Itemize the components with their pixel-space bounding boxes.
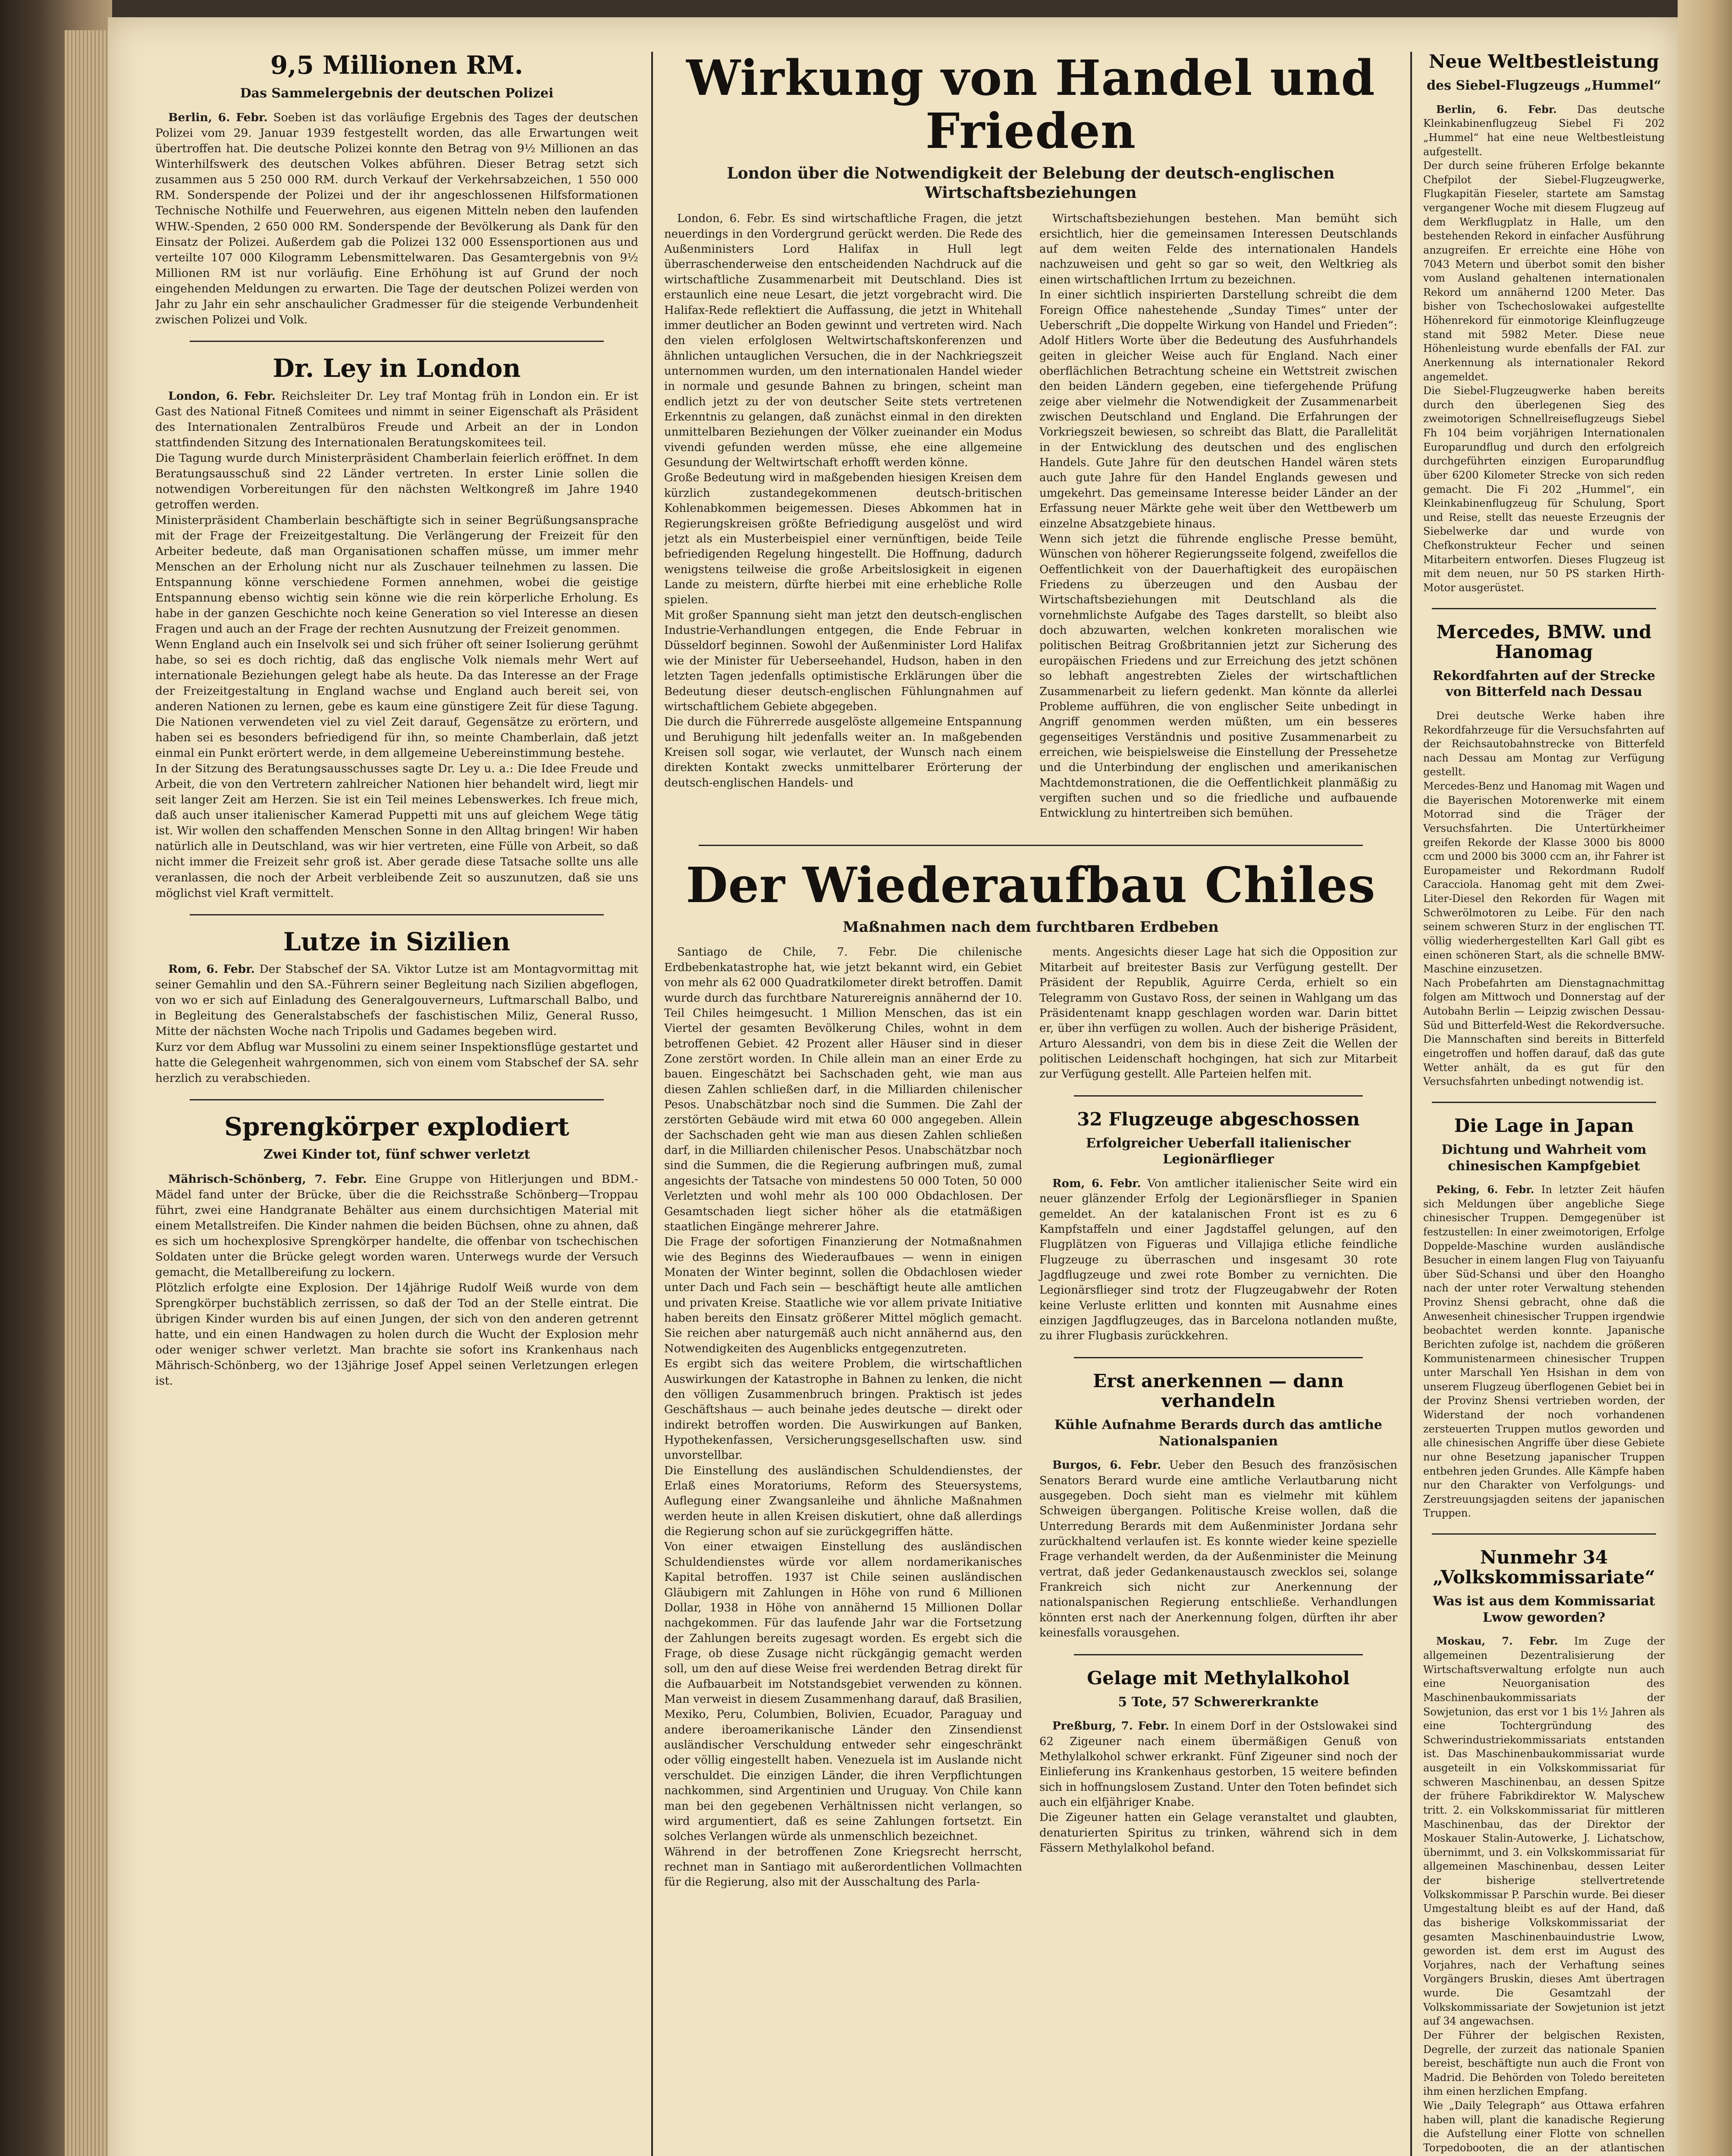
article-body [1423, 1634, 1665, 2156]
column-left [155, 52, 638, 2156]
article-headline: Mercedes, BMW. und Hanomag [1436, 621, 1652, 662]
article-divider [1074, 1095, 1363, 1097]
article-subhead: Was ist aus dem Kommissariat Lwow geworden? [1433, 1594, 1655, 1625]
article-headline: Erst anerkennen — dann verhandeln [1093, 1370, 1344, 1411]
article-japan [1423, 1116, 1665, 1520]
article-subhead: London über die Notwendigkeit der Belebung der deutsch-englischen Wirtschaftsbeziehungen [727, 164, 1335, 202]
article-body [1423, 1183, 1665, 1520]
article-subhead: Erfolgreicher Ueberfall italienischer Legionärflieger [1086, 1135, 1351, 1167]
article-dateline: Burgos, 6. Febr. [1052, 1459, 1161, 1472]
article-body [155, 1172, 638, 1389]
article-text: In letzter Zeit häufen sich Meldungen über angebliche Siege chinesischer Truppen. Demgegenüber ist festzustellen: In einer zweimotorigen, Erfolge Doppelde-Maschine wurden ausländische Besucher in einem langen Flug von Taiyuanfu über Süd-Schansi und über den Hoangho nach der unter roter Verwaltung stehenden Provinz Shensi gebracht, ohne daß die Anwesenheit chinesischer Truppen irgendwie beobachtet werden konnte. Japanische Berichten zufolge ist, nachdem die größeren Kommunistenarmeen chinesischer Truppen unter Marschall Yen Hsishan in dem von unserem Flugzeug überflogenen Gebiet bei in der Provinz Shensi vertrieben worden, der Widerstand der noch vorhandenen zersteuerten Truppen mutlos geworden und alle chinesischen Angriffe über diese Gebiete nur ohne Besetzung japanischer Truppen entbehren jeden Grundes. Alle Kämpfe haben nur den Charakter von Verfolgungs- und Zerstreuungsjagden seitens der japanischen Truppen. [1423, 1184, 1665, 1520]
article-subhead: Das Sammelergebnis der deutschen Polizei [240, 85, 554, 101]
article-divider [699, 845, 1363, 846]
article-dateline: Moskau, 7. Febr. [1436, 1635, 1558, 1648]
column-rule-2 [1410, 52, 1412, 2156]
page-stack [65, 30, 112, 2156]
article-dateline: Berlin, 6. Febr. [1436, 103, 1557, 116]
article-dateline: London, 6. Febr. [168, 389, 276, 403]
article-subhead: 5 Tote, 57 Schwererkrankte [1118, 1694, 1319, 1710]
article-berard [1039, 1371, 1397, 1641]
article-headline: Dr. Ley in London [273, 353, 521, 383]
article-weltbestleistung [1423, 52, 1665, 595]
article-body [155, 389, 638, 901]
article-divider [1074, 1654, 1363, 1655]
article-text: Im Zuge der allgemeinen Dezentralisierung der Wirtschaftsverwaltung erfolgte nun auch eine Neuorganisation des Maschinenbaukommissariats der Sowjetunion, das erst vor 1 bis 1½ Jahren als eine Tochtergründung des Schwerindustriekommissariats entstanden ist. Das Maschinenbaukommissariat wurde ausgeteilt in ein Volkskommissariat für schweren Maschinenbau, an dessen Spitze der frühere Fabrikdirektor W. Malyschew tritt. 2. ein Volkskommissariat für mittleren Maschinenbau, das der Direktor der Moskauer Stalin-Autowerke, J. Lichatschow, übernimmt, und 3. ein Volkskommissariat für allgemeinen Maschinenbau, dessen Leiter der bisherige stellvertretende Volkskommissar P. Parschin wurde. Bei dieser Umgestaltung bleibt es auf der Hand, daß das bisherige Volkskommissariat der gesamten Maschinenbauindustrie Lwow, geworden ist. dem erst im August des Vorjahres, nach der Verhaftung seines Vorgängers Bruskin, dieses Amt übertragen wurde. Die Gesamtzahl der Volkskommissariate der Sowjetunion ist jetzt auf 34 angewachsen. Der Führer der belgischen Rexisten, Degrelle, der zurzeit das nationale Spanien bereist, beschäftigte nun auch die Front von Madrid. Die Behörden von Toledo bereiteten ihm einen herzlichen Empfang. Wie „Daily Telegraph“ aus Ottawa erfahren haben will, plant die kanadische Regierung die Aufstellung einer Flotte von schnellen Torpedobooten, die an der atlantischen [1423, 1635, 1665, 2154]
column-rule-1 [651, 52, 653, 2156]
article-headline: Gelage mit Methylalkohol [1087, 1667, 1350, 1689]
article-body [1039, 1719, 1397, 1856]
article-headline: Neue Weltbestleistung [1428, 52, 1660, 72]
article-divider [190, 914, 604, 915]
article-text: Der Stabschef der SA. Viktor Lutze ist am Montagvormittag mit seiner Gemahlin und den SA.-Führern seiner Begleitung nach Sizilien abgeflogen, von wo er sich auf Einladung des Generalgouverneurs, Luftmarschall Balbo, und in Begleitung des Generalstabschefs der faschistischen Miliz, General Russo, Mitte der nächsten Woche nach Tripolis und Gadames begeben wird. Kurz vor dem Abflug war Mussolini zu einem seiner Inspektionsflüge gestartet und hatte die Gelegenheit wahrgenommen, sich von einem vom Stabschef der SA. sehr herzlich zu verabschieden. [155, 962, 638, 1085]
article-headline: Wirkung von Handel und Frieden [686, 52, 1375, 160]
article-subhead: Zwei Kinder tot, fünf schwer verletzt [263, 1147, 530, 1163]
article-text-right: ments. Angesichts dieser Lage hat sich die Opposition zur Mitarbeit auf breitester Basis zur Verfügung gestellt. Der Präsident der Republik, Aguirre Cerda, erhielt so ein Telegramm von Gustavo Ross, der seinen in Wahlgang um das Präsidentenamt knapp geschlagen worden war. Darin bittet er, über ihn verfügen zu wollen. Auch der bisherige Präsident, Arturo Alessandri, von dem bis in diese Zeit die Wellen der politischen Leidenschaft hochgingen, hat sich zur Mitarbeit zur Verfügung gestellt. Alle Parteien helfen mit. [1039, 946, 1397, 1081]
article-headline: Nunmehr 34 „Volkskommissariate“ [1433, 1547, 1655, 1588]
article-text: Das deutsche Kleinkabinenflugzeug Siebel Fi 202 „Hummel“ hat eine neue Weltbestleistung aufgestellt. Der durch seine früheren Erfolge bekannte Chefpilot der Siebel-Flugzeugwerke, Flugkapitän Fieseler, startete am Samstag vergangener Woche mit diesem Flugzeug auf dem Werkflugplatz in Halle, um den bestehenden Rekord in einfacher Ausführung anzugreifen. Er erreichte eine Höhe von 7043 Metern und überbot somit den bisher vom Ausland gehaltenen internationalen Rekord um annähernd 1200 Meter. Das bisher von Tschechoslowakei aufgestellte Höhenrekord für einmotorige Kleinflugzeuge stand mit 5982 Meter. Diese neue Höhenleistung wurde ebenfalls der FAI. zur Anerkennung als internationaler Rekord angemeldet. Die Siebel-Flugzeugwerke haben bereits durch den überlegenen Sieg des zweimotorigen Schnellreiseflugzeugs Siebel Fh 104 beim vorjährigen Internationalen Europarundflug und durch den erfolgreich durchgeführten einzigen Europarundflug über 6200 Kilometer Strecke von sich reden gemacht. Die Fi 202 „Hummel“, ein Kleinkabinenflugzeug für Schulung, Sport und Reise, stellt das neueste Erzeugnis der Siebelwerke dar und wurde von Chefkonstrukteur Fecher und seinen Mitarbeitern entworfen. Dieses Flugzeug ist mit dem neuen, nur 50 PS starken Hirth-Motor ausgerüstet. [1423, 103, 1665, 594]
article-divider [1432, 1533, 1656, 1535]
article-dateline: Preßburg, 7. Febr. [1052, 1720, 1169, 1733]
article-subhead: Kühle Aufnahme Berards durch das amtliche Nationalspanien [1054, 1417, 1382, 1449]
article-text: Soeben ist das vorläufige Ergebnis des Tages der deutschen Polizei vom 29. Januar 1939 festgestellt worden, das alle Erwartungen weit übertroffen hat. Die deutsche Polizei konnte den Betrag von 9½ Millionen an das Winterhilfswerk des deutschen Volkes abführen. Dieser Betrag setzt sich zusammen aus 5 250 000 RM. durch Verkauf der Verkehrsabzeichen, 1 550 000 RM. Sonderspende der Polizei und der ihr angeschlossenen Hilfsformationen Technische Nothilfe und Feuerwehren, aus eigenen Mitteln neben den laufenden WHW.-Spenden, 2 650 000 RM. Sonderspende der Bevölkerung als Dank für den Einsatz der Polizei. Außerdem gab die Polizei 132 000 Essensportionen aus und verteilte 107 000 Kilogramm Lebensmittelwaren. Das Gesamtergebnis von 9½ Millionen RM ist nur vorläufig. Eine Erhöhung ist auf Grund der noch eingehenden Meldungen zu erwarten. Die Tage der deutschen Polizei werden von Jahr zu Jahr ein sehr anschaulicher Gradmesser für die steigende Verbundenheit zwischen Polizei und Volk. [155, 111, 638, 326]
article-headline: Die Lage in Japan [1454, 1115, 1634, 1136]
article-headline: Lutze in Sizilien [283, 927, 511, 956]
article-divider [190, 1099, 604, 1100]
article-text: Reichsleiter Dr. Ley traf Montag früh in London ein. Er ist Gast des National Fitneß Comitees und nimmt in seiner Eigenschaft als Präsident des Internationalen Zentralbüros Freude und Arbeit an der in London stattfindenden Sitzung des Internationalen Beratungskomitees teil. Die Tagung wurde durch Ministerpräsident Chamberlain feierlich eröffnet. In dem Beratungsausschuß sind 22 Länder vertreten. In erster Linie sollen die notwendigen Vorbereitungen für den nächsten Weltkongreß im Jahre 1940 getroffen werden. Ministerpräsident Chamberlain beschäftigte sich in seiner Begrüßungsansprache mit der Frage der Freizeitgestaltung. Die Verlängerung der Freizeit für den Arbeiter bedeute, daß man Organisationen schaffen müsse, um immer mehr Menschen an der Erholung nicht nur als Zuschauer teilnehmen zu lassen. Die Entspannung könne verschiedene Formen annehmen, wobei die geistige Entspannung ebenso wichtig sein könne wie die rein körperliche Erholung. Es habe in der ganzen Geschichte noch keine Generation so viel Interesse an diesen Fragen und auch an der Frage der rechten Ausnutzung der Freizeit genommen. Wenn England auch ein Inselvolk sei und sich früher oft seiner Isolierung gerühmt habe, so sei es doch richtig, daß das englische Volk niemals mehr Wert auf internationale Beziehungen gelegt habe als heute. Da das Interesse an der Frage der Freizeitgestaltung in England wachse und England auch bereit sei, von anderen Nationen zu lernen, gebe es kaum eine günstigere Zeit für diese Tagung. Die Nationen verwendeten viel zu viel Zeit darauf, Gegensätze zu erörtern, und haben sei es besonders befriedigend für ihn, so meinte Chamberlain, daß jetzt einmal ein Punkt erörtert werde, in dem allgemeine Uebereinstimmung bestehe. In der Sitzung des Beratungsausschusses sagte Dr. Ley u. a.: Die Idee Freude und Arbeit, die von den Vertretern zahlreicher Nationen hier behandelt wird, liegt mir seit langer Zeit am Herzen. Sie ist ein Teil meines Lebenswerkes. Ich freue mich, daß auch unser italienischer Kamerad Puppetti mit uns auf gleichem Wege tätig ist. Wir wollen den schaffenden Menschen Sonne in den Alltag bringen! Wir haben natürlich alle in Deutschland, was wir hier vertreten, eine Fülle von Arbeit, so daß nicht immer die Freizeit sehr groß ist. Aber gerade diese Tatsache sollte uns alle veranlassen, die noch der Arbeit verbleibende Zeit so auszunutzen, daß sie uns möglichst viel Kraft vermittelt. [155, 389, 638, 900]
article-subhead: Maßnahmen nach dem furchtbaren Erdbeben [843, 918, 1219, 936]
article-subhead: Rekordfahrten auf der Strecke von Bitterfeld nach Dessau [1432, 668, 1656, 700]
article-subhead: Dichtung und Wahrheit vom chinesischen Kampfgebiet [1441, 1142, 1647, 1174]
article-divider [1432, 608, 1656, 609]
article-text-right: Wirtschaftsbeziehungen bestehen. Man bemüht sich ersichtlich, hier die gemeinsamen Interessen Deutschlands auf dem weiten Felde des internationalen Handels nachzuweisen und geht so gar so weit, den Weltkrieg als einen wirtschaftlichen Irrtum zu bezeichnen. In einer sichtlich inspirierten Darstellung schreibt die dem Foreign Office nahestehende „Sunday Times“ unter der Ueberschrift „Die doppelte Wirkung von Handel und Frieden“: Adolf Hitlers Worte über die Bedeutung des Ausfuhrhandels geiten in gleicher Weise auch für England. Nach einer oberflächlichen Betrachtung scheine ein Wettstreit zwischen den beiden Ländern gegeben, eine tiefergehende Prüfung zeige aber vielmehr die Notwendigkeit der Zusammenarbeit zwischen Deutschland und England. Die Erfahrungen der Vorkriegszeit bewiesen, so schreibt das Blatt, die Parallelität in der Entwicklung des deutschen und des englischen Handels. Gute Jahre für den deutschen Handel wären stets auch gute Jahre für den Handel Englands gewesen und umgekehrt. Das gemeinsame Interesse beider Länder an der Erfassung neuer Märkte gehe weit über den Wettbewerb um einzelne Absatzgebiete hinaus. Wenn sich jetzt die führende englische Presse bemüht, Wünschen von höherer Regierungsseite folgend, zweifellos die Oeffentlichkeit von der Dauerhaftigkeit des europäischen Friedens zu überzeugen und den Ausbau der Wirtschaftsbeziehungen mit Deutschland als die vornehmlichste Aufgabe des Tages darstellt, so bleibt also doch abzuwarten, welchen konkreten moralischen wie politischen Beitrag Großbritannien jetzt zur Sicherung des europäischen Friedens und zur Erreichung des jetzt schönen so lebhaft angestrebten Zieles der wirtschaftlichen Zusammenarbeit zu liefern gedenkt. Man könnte da allerlei Probleme aufführen, die von englischer Seite unbedingt in Angriff genommen werden müßten, um ein besseres gegenseitiges Verständnis und positive Zusammenarbeit zu erreichen, wie beispielsweise die Einstellung der Pressehetze und die Unterbindung der englischen und amerikanischen Machtdemonstrationen, die die Oeffentlichkeit planmäßig zu vergiften suchen und so die friedliche und aufbauende Entwicklung zu hintertreiben sich bemühen. [1039, 212, 1397, 820]
article-body: Drei deutsche Werke haben ihre Rekordfahrzeuge für die Versuchsfahrten auf der Reichsautobahnstrecke von Bitterfeld nach Dessau am Montag zur Verfügung gestellt. Mercedes-Benz und Hanomag mit Wagen und die Bayerischen Motorenwerke mit einem Motorrad sind die Träger der Versuchsfahrten. Die Untertürkheimer greifen Rekorde der Klasse 3000 bis 8000 ccm und 2000 bis 3000 ccm an, ihr Fahrer ist Europameister und Rekordmann Rudolf Caracciola. Hanomag geht mit dem Zwei-Liter-Diesel den Rekorden für Wagen mit Schwerölmotoren zu Leibe. Für den nach seinem schweren Sturz in der englischen TT. völlig wiederhergestellten Karl Gall gibt es einen schöneren Start, als die schnelle BMW-Maschine einzusetzen. Nach Probefahrten am Dienstagnachmittag folgen am Mittwoch und Donnerstag auf der Autobahn Berlin — Leipzig zwischen Dessau-Süd und Bitterfeld-West die Rekordversuche. Die Mannschaften sind bereits in Bitterfeld eingetroffen und hoffen darauf, daß das gute Wetter anhält, da es gut für den Versuchsfahrten unbedingt notwendig ist. [1423, 709, 1665, 1088]
next-page-edge [1678, 0, 1732, 2156]
article-divider [190, 341, 604, 342]
article-body [155, 962, 638, 1086]
article-text: Von amtlicher italienischer Seite wird ein neuer glänzender Erfolg der Legionärsflieger in Spanien gemeldet. An der katalanischen Front ist es zu 6 Kampfstaffeln und einer Jagdstaffel gelungen, auf den Flugplätzen von Figueras und Villajiga etliche feindliche Flugzeuge zu überraschen und insgesamt 30 rote Jagdflugzeuge und zwei rote Bomber zu vernichten. Die Legionärsflieger sind trotz der Flugzeugabwehr der Roten keine Verluste erlitten und konnten mit Ausnahme eines einzigen Jagdflugzeuges, das in Barcelona notlanden mußte, zu ihrer Flugbasis zurückkehren. [1039, 1177, 1397, 1343]
newspaper-page [108, 17, 1678, 2156]
column-right [1423, 52, 1665, 2156]
article-polizei [155, 52, 638, 328]
article-flugzeuge [1039, 1109, 1397, 1344]
article-body [155, 110, 638, 327]
article-handel-frieden [664, 52, 1397, 834]
article-chile [664, 859, 1397, 1903]
article-subhead: des Siebel-Flugzeugs „Hummel“ [1427, 78, 1661, 94]
article-ley [155, 355, 638, 901]
article-dateline: Peking, 6. Febr. [1436, 1183, 1534, 1196]
article-dateline: Berlin, 6. Febr. [168, 111, 268, 125]
article-text: In einem Dorf in der Ostslowakei sind 62 Zigeuner nach einem übermäßigen Genuß von Methylalkohol schwer erkrankt. Fünf Zigeuner sind noch der Einlieferung ins Krankenhaus gestorben, 15 weitere befinden sich in hoffnungslosem Zustand. Unter den Toten befindet sich auch ein elfjähriger Knabe. Die Zigeuner hatten ein Gelage veranstaltet und glaubten, denaturierten Spiritus zu trinken, während sich in dem Fässern Methylalkohol befand. [1039, 1720, 1397, 1855]
article-mercedes [1423, 622, 1665, 1089]
article-divider [1432, 1102, 1656, 1103]
article-headline: 32 Flugzeuge abgeschossen [1077, 1108, 1360, 1130]
article-body [1423, 103, 1665, 595]
article-text: Ueber den Besuch des französischen Senators Berard wurde eine amtliche Verlautbarung nicht ausgegeben. Doch sieht man es vielmehr mit kühlem Schweigen übergangen. Politische Kreise wollen, daß die Unterredung Berards mit dem Außenminister Jordana sehr zurückhaltend verlaufen ist. Es konnte wieder keine spezielle Frage verhandelt werden, da der Außenminister die Meinung vertrat, daß jeder Gedankenaustausch zwecklos sei, solange Frankreich sich nicht zur Anerkennung der nationalspanischen Regierung entschließe. Verhandlungen könnten erst nach der Anerkennung folgen, dürften ihr aber keinesfalls vorausgehen. [1039, 1459, 1397, 1640]
article-text-left: Santiago de Chile, 7. Febr. Die chilenische Erdbebenkatastrophe hat, wie jetzt bekannt wird, ein Gebiet von mehr als 62 000 Quadratkilometer direkt betroffen. Damit wurde durch das furchtbare Naturereignis annähernd der 10. Teil Chiles heimgesucht. 1 Million Menschen, das ist ein Viertel der gesamten Bevölkerung Chiles, wohnt in dem betroffenen Gebiet. 42 Prozent aller Häuser sind in dieser Zone zerstört worden. In Chile allein man an einer Erde zu bauen. Eingeschätzt bei Sachschaden geht, wie man aus diesen Zahlen schließen darf, in die Milliarden chilenischer Pesos. Unabschätzbar noch sind die Summen. Die Zahl der zerstörten Gebäude wird mit etwa 60 000 angegeben. Allein der Sachschaden geht wie man aus diesen Zahlen schließen darf, in die Milliarden chilenischer Pesos. Unabschätzbar noch sind die Summen, die die Regierung aufbringen muß, zumal angesichts der Tatsache von mindestens 50 000 Toten, 50 000 Verletzten und wohl mehr als 100 000 Obdachlosen. Der Gesamtschaden liegt sicher höher als die etatmäßigen staatlichen Eingänge mehrerer Jahre. Die Frage der sofortigen Finanzierung der Notmaßnahmen wie des Beginns des Wiederaufbaues — wenn in einigen Monaten der Winter beginnt, sollen die Obdachlosen wieder unter Dach und Fach sein — beschäftigt heute alle amtlichen und privaten Kreise. Staatliche wie vor allem private Initiative haben bereits den Einsatz größerer Mittel möglich gemacht. Sie reichen aber naturgemäß auch nicht annähernd aus, den Notwendigkeiten des Augenblicks entgegenzutreten. Es ergibt sich das weitere Problem, die wirtschaftlichen Auswirkungen der Katastrophe in Bahnen zu lenken, die nicht den völligen Zusammenbruch bringen. Praktisch ist jedes Geschäftshaus — auch beinahe jedes deutsche — direkt oder indirekt betroffen worden. Die Auswirkungen auf Banken, Hypothekenfassen, Versicherungsgesellschaften usw. sind unvorstellbar. Die Einstellung des ausländischen Schuldendienstes, der Erlaß eines Moratoriums, Reform des Steuersystems, Auflegung einer Zwangsanleihe und ähnliche Maßnahmen werden heute in allen Kreisen diskutiert, ohne daß allerdings die Regierung schon auf sie zurückgegriffen hätte. Von einer etwaigen Einstellung des ausländischen Schuldendienstes würde vor allem nordamerikanisches Kapital betroffen. 1937 ist Chile seinen ausländischen Gläubigern mit Zahlungen in Höhe von rund 6 Millionen Dollar, 1938 in Höhe von annähernd 15 Millionen Dollar nachgekommen. Für das laufende Jahr war die Fortsetzung der Zahlungen bereits zugesagt worden. Es ergebt sich die Frage, ob diese Zusage nicht rückgängig gemacht werden soll, um den auf diese Weise frei werdenden Betrag direkt für die Aufbauarbeit im Notstandsgebiet verwenden zu können. Man verweist in diesem Zusammenhang darauf, daß Brasilien, Mexiko, Peru, Columbien, Bolivien, Ecuador, Paraguay und andere iberoamerikanische Länder den Zinsendienst ausländischer Verschuldung entweder sehr eingeschränkt oder völlig eingestellt haben. Venezuela ist im Auslande nicht verschuldet. Die einzigen Länder, die ihren Verpflichtungen nachkommen, sind Argentinien und Uruguay. Von Chile kann man bei den gegebenen Verhältnissen nicht verlangen, so wird argumentiert, daß es seine Zahlungen fortsetzt. Ein solches Verlangen würde als unmenschlich bezeichnet. Während in der betroffenen Zone Kriegsrecht herrscht, rechnet man in Santiago mit außerordentlichen Vollmachten für die Regierung, also mit der Ausschaltung des Parla- [664, 946, 1022, 1889]
article-divider [1074, 1357, 1363, 1358]
article-text-left: London, 6. Febr. Es sind wirtschaftliche Fragen, die jetzt neuerdings in den Vordergrund gerückt werden. Die Rede des Außenministers Lord Halifax in Hull legt überraschenderweise den entscheidenden Nachdruck auf die wirtschaftliche Zusammenarbeit mit Deutschland. Dies ist erstaunlich eine neue Lesart, die jetzt vorgebracht wird. Die Halifax-Rede reflektiert die Auffassung, die jetzt in Whitehall immer deutlicher an Boden gewinnt und vertreten wird. Nach den vielen erfolglosen Weltwirtschaftskonferenzen und ähnlichen untauglichen Versuchen, die in der Nachkriegszeit unternommen wurden, um den internationalen Handel wieder in normale und gesunde Bahnen zu bringen, scheint man endlich jetzt zu der von deutscher Seite stets vertretenen Erkenntnis zu gelangen, daß zunächst einmal in den direkten unmittelbaren Beziehungen der Völker zueinander ein Modus vivendi gefunden werden müsse, ehe eine allgemeine Gesundung der Weltwirtschaft erhofft werden könne. Große Bedeutung wird in maßgebenden hiesigen Kreisen dem kürzlich zustandegekommenen deutsch-britischen Kohlenabkommen beigemessen. Dieses Abkommen hat in Regierungskreisen größte Befriedigung ausgelöst und wird jetzt als ein Musterbeispiel einer vernünftigen, beide Teile befriedigenden Regelung hingestellt. Die Hoffnung, dadurch wenigstens teilweise die große Arbeitslosigkeit in eigenen Lande zu meistern, dürfte hierbei mit eine erhebliche Rolle spielen. Mit großer Spannung sieht man jetzt den deutsch-englischen Industrie-Verhandlungen entgegen, die Ende Februar in Düsseldorf beginnen. Sowohl der Außenminister Lord Halifax wie der Minister für Ueberseehandel, Hudson, haben in den letzten Tagen jedenfalls optimistische Erklärungen über die Bedeutung dieser deutsch-englischen Fühlungnahmen auf wirtschaftlichem Gebiete abgegeben. Die durch die Führerrede ausgelöste allgemeine Entspannung und Beruhigung hilt jedenfalls weiter an. In maßgebenden Kreisen soll sogar, wie verlautet, der Wunsch nach einem direkten Kontakt zwecks unmittelbarer Erörterung der deutsch-englischen Handels- und [664, 212, 1022, 790]
article-headline: Der Wiederaufbau Chiles [686, 857, 1376, 914]
article-columns [664, 945, 1397, 1903]
article-text: Eine Gruppe von Hitlerjungen und BDM.-Mädel fand unter der Brücke, über die die Reichsstraße Schönberg—Troppau führt, zwei eine Handgranate Behälter aus einem durchsichtigen Material mit einem Metallstreifen. Die Kinder nahmen die beiden Büchsen, ohne zu ahnen, daß es sich um hochexplosive Sprengkörper handelte, die offenbar von tschechischen Soldaten unter die Brücke gelegt worden waren. Unterwegs wurde der Versuch gemacht, die Metallbereifung zu lockern. Plötzlich erfolgte eine Explosion. Der 14jährige Rudolf Weiß wurde von dem Sprengkörper buchstäblich zerrissen, so daß der Tod an der Stelle eintrat. Die übrigen Kinder wurden bis auf einen Jungen, der sich von den anderen getrennt hatte, und ein einen Handwagen zu holen durch die Wucht der Explosion mehr oder weniger schwer verletzt. Man brachte sie sofort ins Krankenhaus nach Mährisch-Schönberg, wo der 13jährige Josef Appel seinen Verletzungen erlegen ist. [155, 1172, 638, 1388]
article-body [1039, 1458, 1397, 1641]
article-headline: Sprengkörper explodiert [224, 1112, 569, 1141]
article-methylalkohol [1039, 1668, 1397, 1856]
article-sprengkoerper [155, 1113, 638, 1389]
article-columns [664, 211, 1397, 834]
article-lutze [155, 928, 638, 1086]
column-center [664, 52, 1397, 2156]
article-dateline: Rom, 6. Febr. [1052, 1177, 1141, 1190]
article-volkskommissariate [1423, 1548, 1665, 2156]
article-headline: 9,5 Millionen RM. [270, 52, 524, 80]
article-dateline: Rom, 6. Febr. [168, 962, 255, 976]
article-dateline: Mährisch-Schönberg, 7. Febr. [168, 1172, 367, 1186]
article-body [1039, 1176, 1397, 1344]
